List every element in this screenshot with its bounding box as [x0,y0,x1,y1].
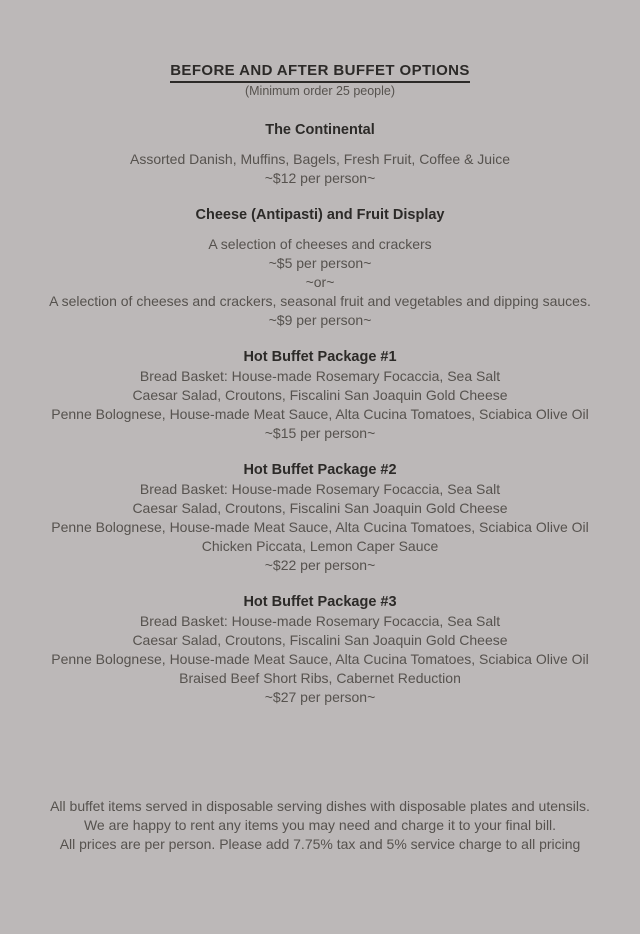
menu-section [0,461,640,575]
menu-line: Penne Bolognese, House-made Meat Sauce, Alta Cucina Tomatoes, Sciabica Olive Oil [51,519,589,535]
menu-line: A selection of cheeses and crackers [208,236,432,252]
menu-line: Penne Bolognese, House-made Meat Sauce, Alta Cucina Tomatoes, Sciabica Olive Oil [51,406,589,422]
menu-section [0,206,640,330]
menu-line: Caesar Salad, Croutons, Fiscalini San Joaquin Gold Cheese [132,500,508,516]
footer-line: We are happy to rent any items you may need and charge it to your final bill. [83,817,557,833]
menu-header [0,62,640,99]
menu-sections [0,121,640,707]
price-line: ~$12 per person~ [264,170,376,186]
menu-line: Penne Bolognese, House-made Meat Sauce, Alta Cucina Tomatoes, Sciabica Olive Oil [51,651,589,667]
price-line: ~$27 per person~ [264,689,376,705]
menu-line: Bread Basket: House-made Rosemary Focaccia, Sea Salt [139,368,501,384]
menu-line: Chicken Piccata, Lemon Caper Sauce [201,538,439,554]
menu-line: ~or~ [305,274,335,290]
section-lines [0,480,640,575]
menu-line: Bread Basket: House-made Rosemary Focaccia, Sea Salt [139,613,501,629]
menu-section [0,121,640,188]
menu-section [0,593,640,707]
menu-line: Braised Beef Short Ribs, Cabernet Reduction [179,670,461,686]
section-lines [0,235,640,330]
menu-line: A selection of cheeses and crackers, seasonal fruit and vegetables and dipping sauces. [49,293,591,309]
section-lines [0,612,640,707]
section-heading: Hot Buffet Package #1 [243,349,397,365]
menu-line: Caesar Salad, Croutons, Fiscalini San Joaquin Gold Cheese [132,632,508,648]
section-lines [0,367,640,443]
price-line: ~$15 per person~ [264,425,376,441]
section-heading: Hot Buffet Package #2 [243,462,397,478]
price-line: ~$5 per person~ [268,255,372,271]
menu-line: Caesar Salad, Croutons, Fiscalini San Joaquin Gold Cheese [132,387,508,403]
price-line: ~$9 per person~ [268,312,372,328]
section-heading: Hot Buffet Package #3 [243,594,397,610]
menu-footer [0,797,640,854]
section-heading: Cheese (Antipasti) and Fruit Display [195,207,445,223]
menu-line: Bread Basket: House-made Rosemary Focaccia, Sea Salt [139,481,501,497]
footer-line: All buffet items served in disposable serving dishes with disposable plates and utensils. [50,798,590,814]
menu-line: Assorted Danish, Muffins, Bagels, Fresh Fruit, Coffee & Juice [130,151,510,167]
section-lines [0,150,640,188]
price-line: ~$22 per person~ [264,557,376,573]
menu-section [0,348,640,443]
footer-line: All prices are per person. Please add 7.75% tax and 5% service charge to all pricing [59,836,581,852]
section-heading: The Continental [265,122,375,138]
menu-title: BEFORE AND AFTER BUFFET OPTIONS [170,62,470,83]
menu-subtitle: (Minimum order 25 people) [244,84,396,98]
